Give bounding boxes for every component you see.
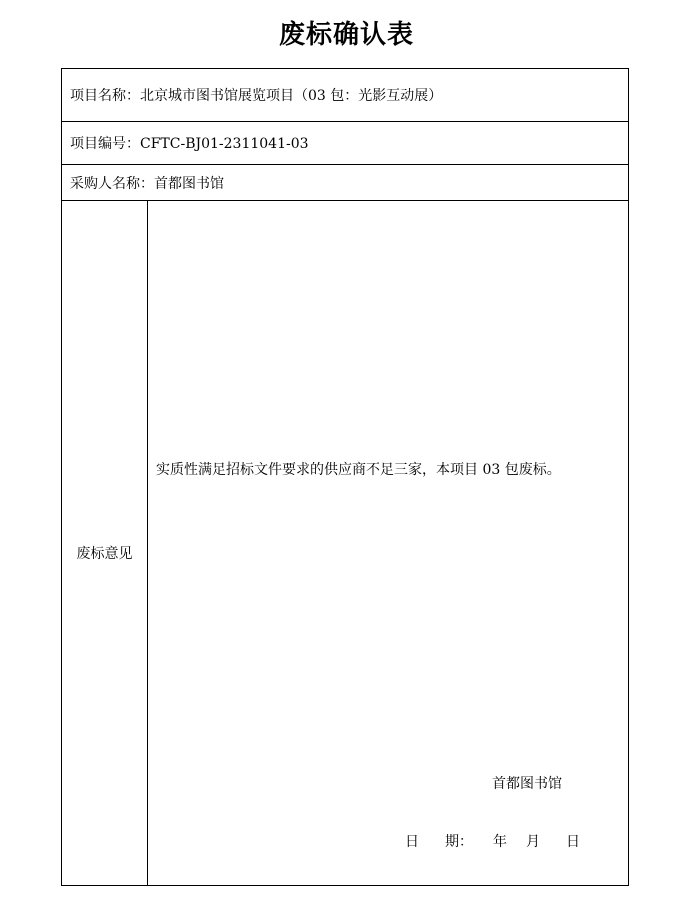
project-name-row bbox=[62, 69, 628, 122]
signer-name: 首都图书馆 bbox=[492, 776, 562, 792]
opinion-section bbox=[62, 201, 628, 885]
project-number-text: 项目编号：CFTC-BJ01-2311041-03 bbox=[70, 136, 309, 152]
date-year-label: 年 bbox=[493, 834, 507, 850]
date-line bbox=[405, 831, 580, 851]
date-label-ri: 日 bbox=[405, 834, 419, 850]
date-label-qi: 期： bbox=[445, 834, 473, 850]
confirmation-form-table bbox=[61, 68, 629, 886]
opinion-label-cell bbox=[62, 201, 148, 885]
purchaser-row bbox=[62, 165, 628, 201]
form-title: 废标确认表 bbox=[278, 20, 414, 50]
purchaser-text: 采购人名称：首都图书馆 bbox=[70, 175, 224, 192]
project-name-text: 项目名称：北京城市图书馆展览项目（03 包：光影互动展） bbox=[70, 88, 443, 104]
project-number-row bbox=[62, 122, 628, 165]
date-month-label: 月 bbox=[526, 834, 540, 850]
opinion-text: 实质性满足招标文件要求的供应商不足三家，本项目 03 包废标。 bbox=[156, 462, 561, 478]
date-day-label: 日 bbox=[566, 834, 580, 850]
opinion-label: 废标意见 bbox=[76, 546, 133, 562]
